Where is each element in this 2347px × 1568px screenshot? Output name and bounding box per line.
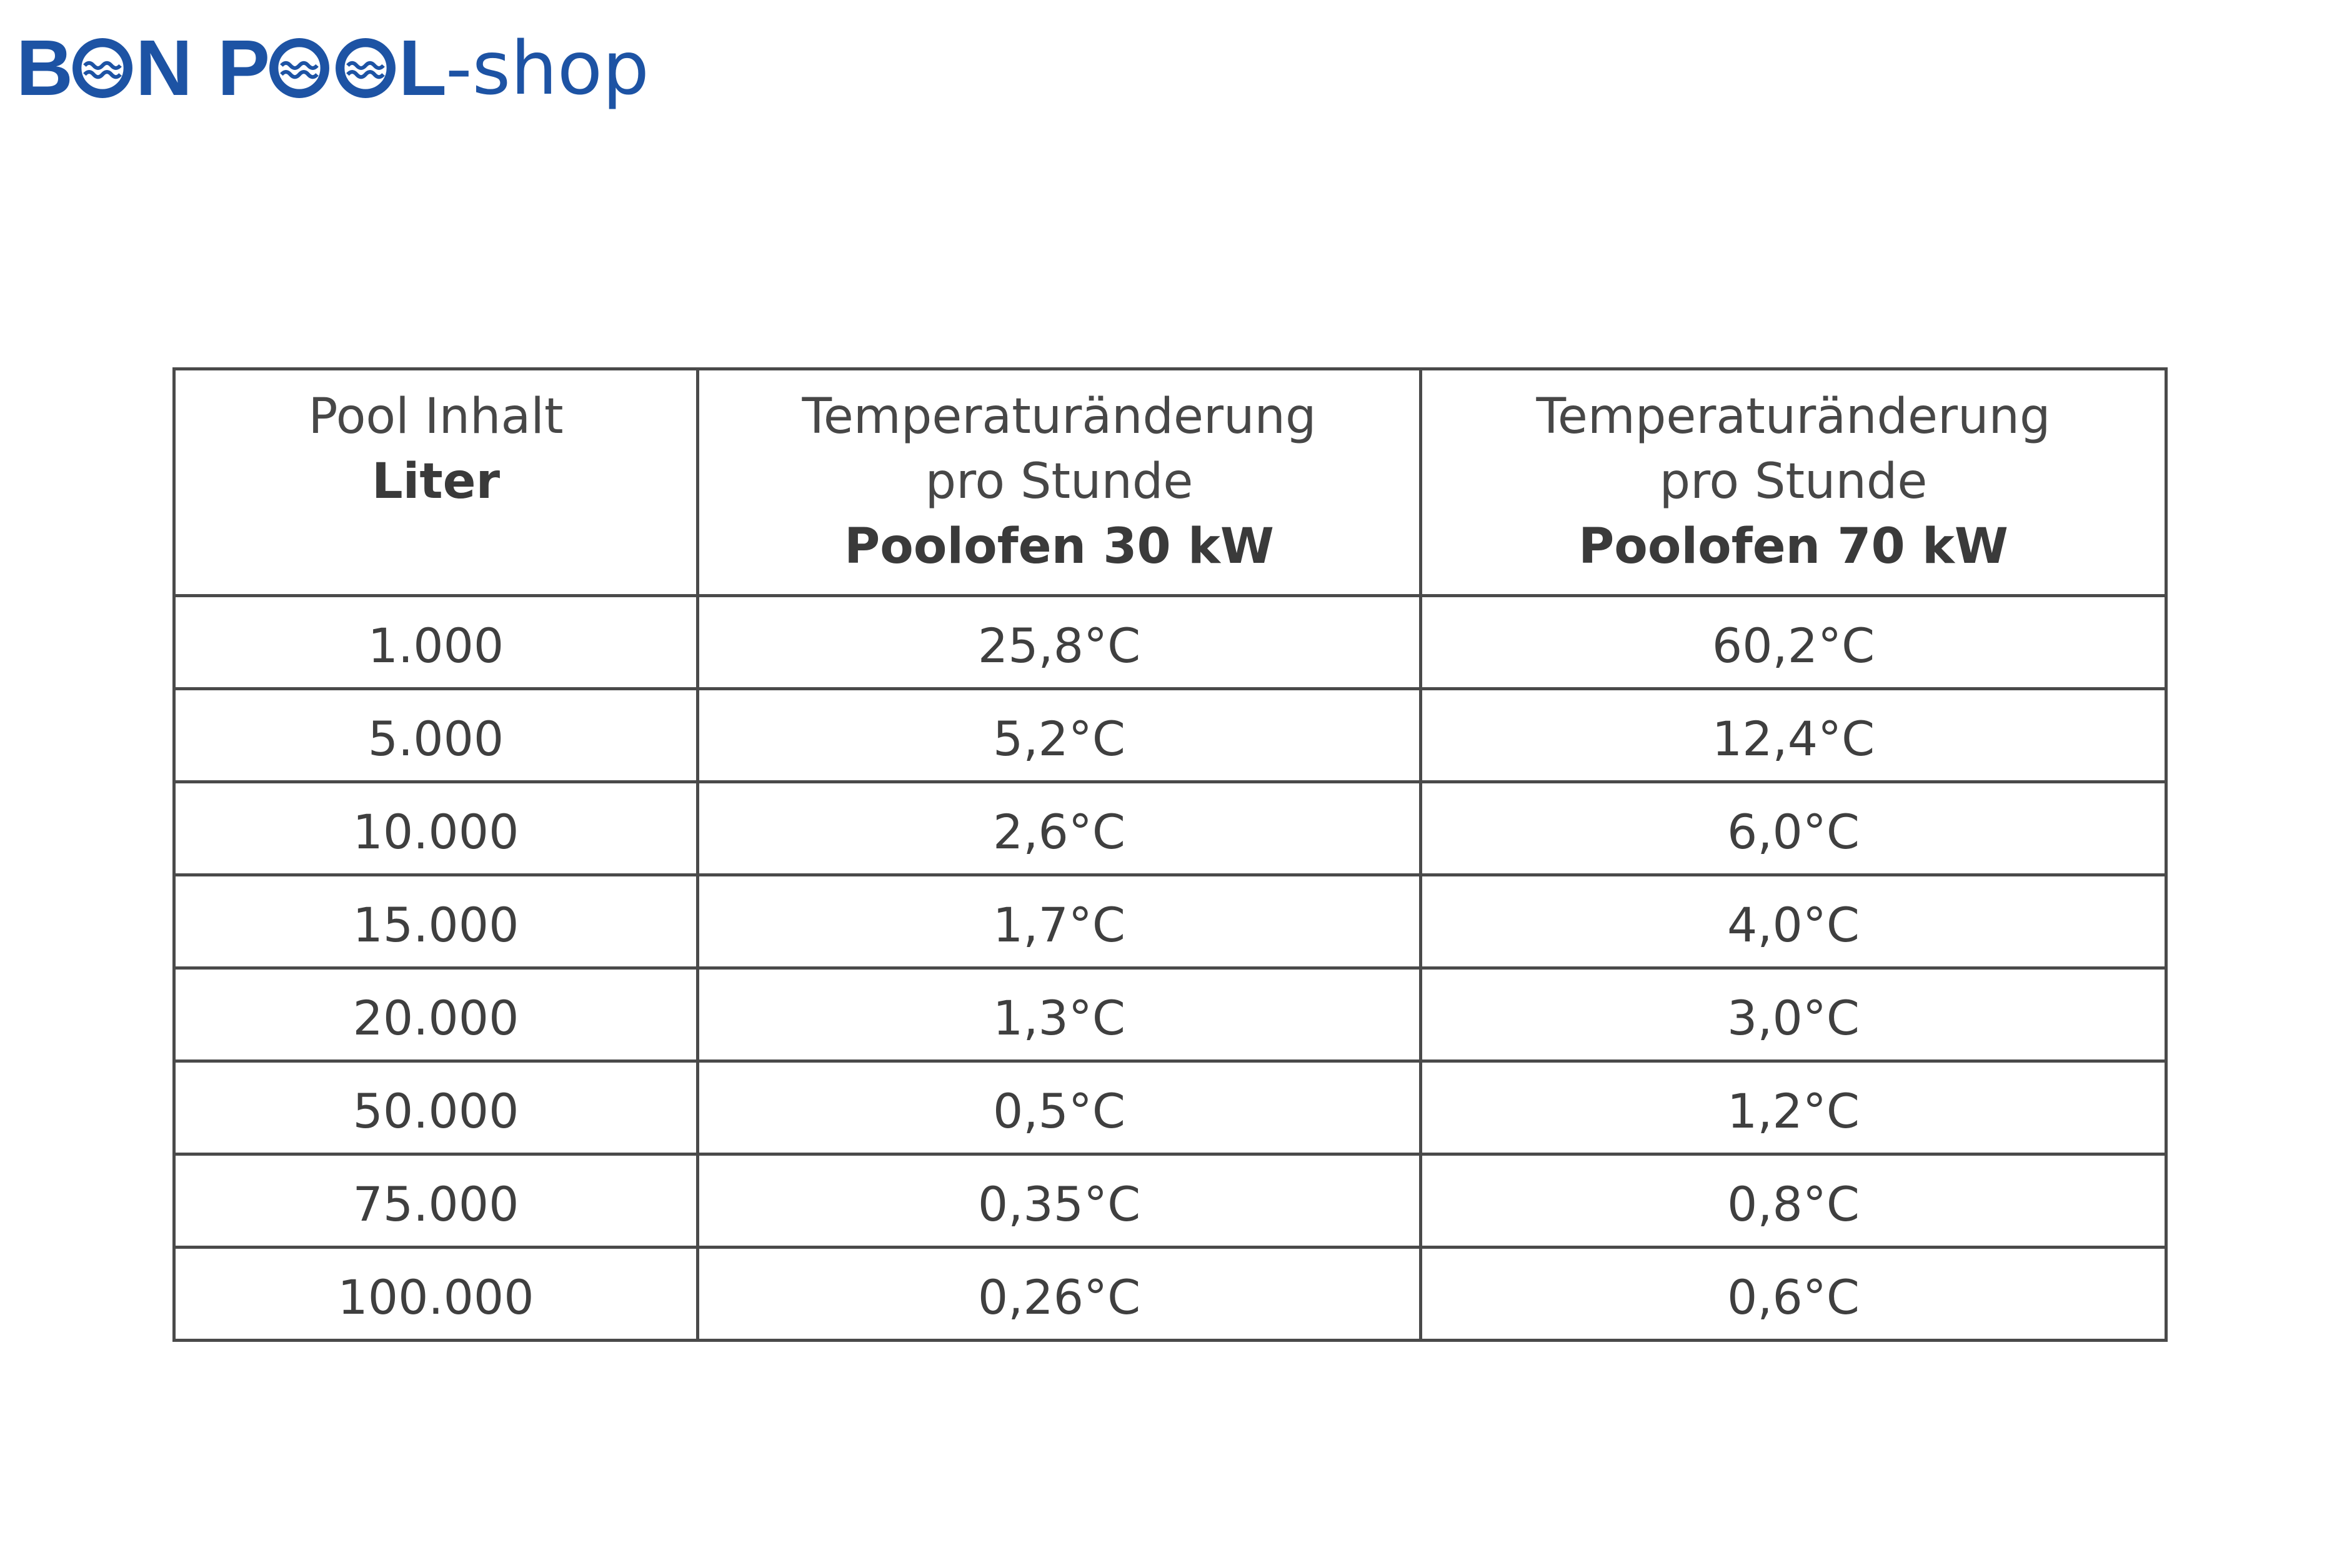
table-body: [174, 596, 2166, 1341]
cell-volume: 75.000: [174, 1154, 698, 1248]
cell-temp-70kw: 3,0°C: [1421, 968, 2166, 1061]
cell-temp-70kw: 1,2°C: [1421, 1061, 2166, 1154]
logo-suffix: -shop: [446, 25, 649, 111]
cell-temp-30kw: 5,2°C: [698, 689, 1421, 782]
header-strong: Poolofen 30 kW: [844, 519, 1274, 575]
cell-temp-70kw: 0,8°C: [1421, 1154, 2166, 1248]
wave-o-icon: [334, 36, 397, 100]
header-pool-volume: [174, 369, 698, 596]
cell-volume: 5.000: [174, 689, 698, 782]
cell-temp-30kw: 0,26°C: [698, 1248, 1421, 1341]
cell-temp-30kw: 0,35°C: [698, 1154, 1421, 1248]
cell-volume: 100.000: [174, 1248, 698, 1341]
table-header: [174, 369, 2166, 596]
table-row: [174, 689, 2166, 782]
header-line: pro Stunde: [1659, 454, 1928, 510]
table-row: [174, 1061, 2166, 1154]
cell-volume: 50.000: [174, 1061, 698, 1154]
header-line: Temperaturänderung: [802, 389, 1317, 445]
cell-temp-30kw: 1,3°C: [698, 968, 1421, 1061]
table-row: [174, 1248, 2166, 1341]
cell-temp-70kw: 6,0°C: [1421, 782, 2166, 875]
cell-temp-70kw: 12,4°C: [1421, 689, 2166, 782]
table-row: [174, 1154, 2166, 1248]
header-row: [174, 369, 2166, 596]
header-heater-70kw: [1421, 369, 2166, 596]
logo-word-bon: B N: [16, 24, 189, 112]
wave-o-icon: [71, 36, 134, 100]
cell-temp-30kw: 2,6°C: [698, 782, 1421, 875]
table-row: [174, 968, 2166, 1061]
header-strong: Poolofen 70 kW: [1578, 519, 2008, 575]
cell-temp-70kw: 60,2°C: [1421, 596, 2166, 689]
cell-volume: 20.000: [174, 968, 698, 1061]
cell-temp-70kw: 0,6°C: [1421, 1248, 2166, 1341]
cell-temp-30kw: 0,5°C: [698, 1061, 1421, 1154]
cell-temp-30kw: 25,8°C: [698, 596, 1421, 689]
cell-temp-30kw: 1,7°C: [698, 875, 1421, 968]
header-heater-30kw: [698, 369, 1421, 596]
logo-word-pool: P L: [217, 24, 444, 112]
table-row: [174, 875, 2166, 968]
table-row: [174, 596, 2166, 689]
header-line: pro Stunde: [925, 454, 1193, 510]
brand-logo[interactable]: [16, 21, 649, 115]
cell-volume: 1.000: [174, 596, 698, 689]
header-line: Temperaturänderung: [1536, 389, 2051, 445]
cell-volume: 10.000: [174, 782, 698, 875]
cell-volume: 15.000: [174, 875, 698, 968]
table-row: [174, 782, 2166, 875]
header-line: Pool Inhalt: [308, 389, 564, 445]
temperature-table: [172, 367, 2168, 1342]
cell-temp-70kw: 4,0°C: [1421, 875, 2166, 968]
wave-o-icon: [267, 36, 331, 100]
header-strong: Liter: [371, 454, 501, 510]
